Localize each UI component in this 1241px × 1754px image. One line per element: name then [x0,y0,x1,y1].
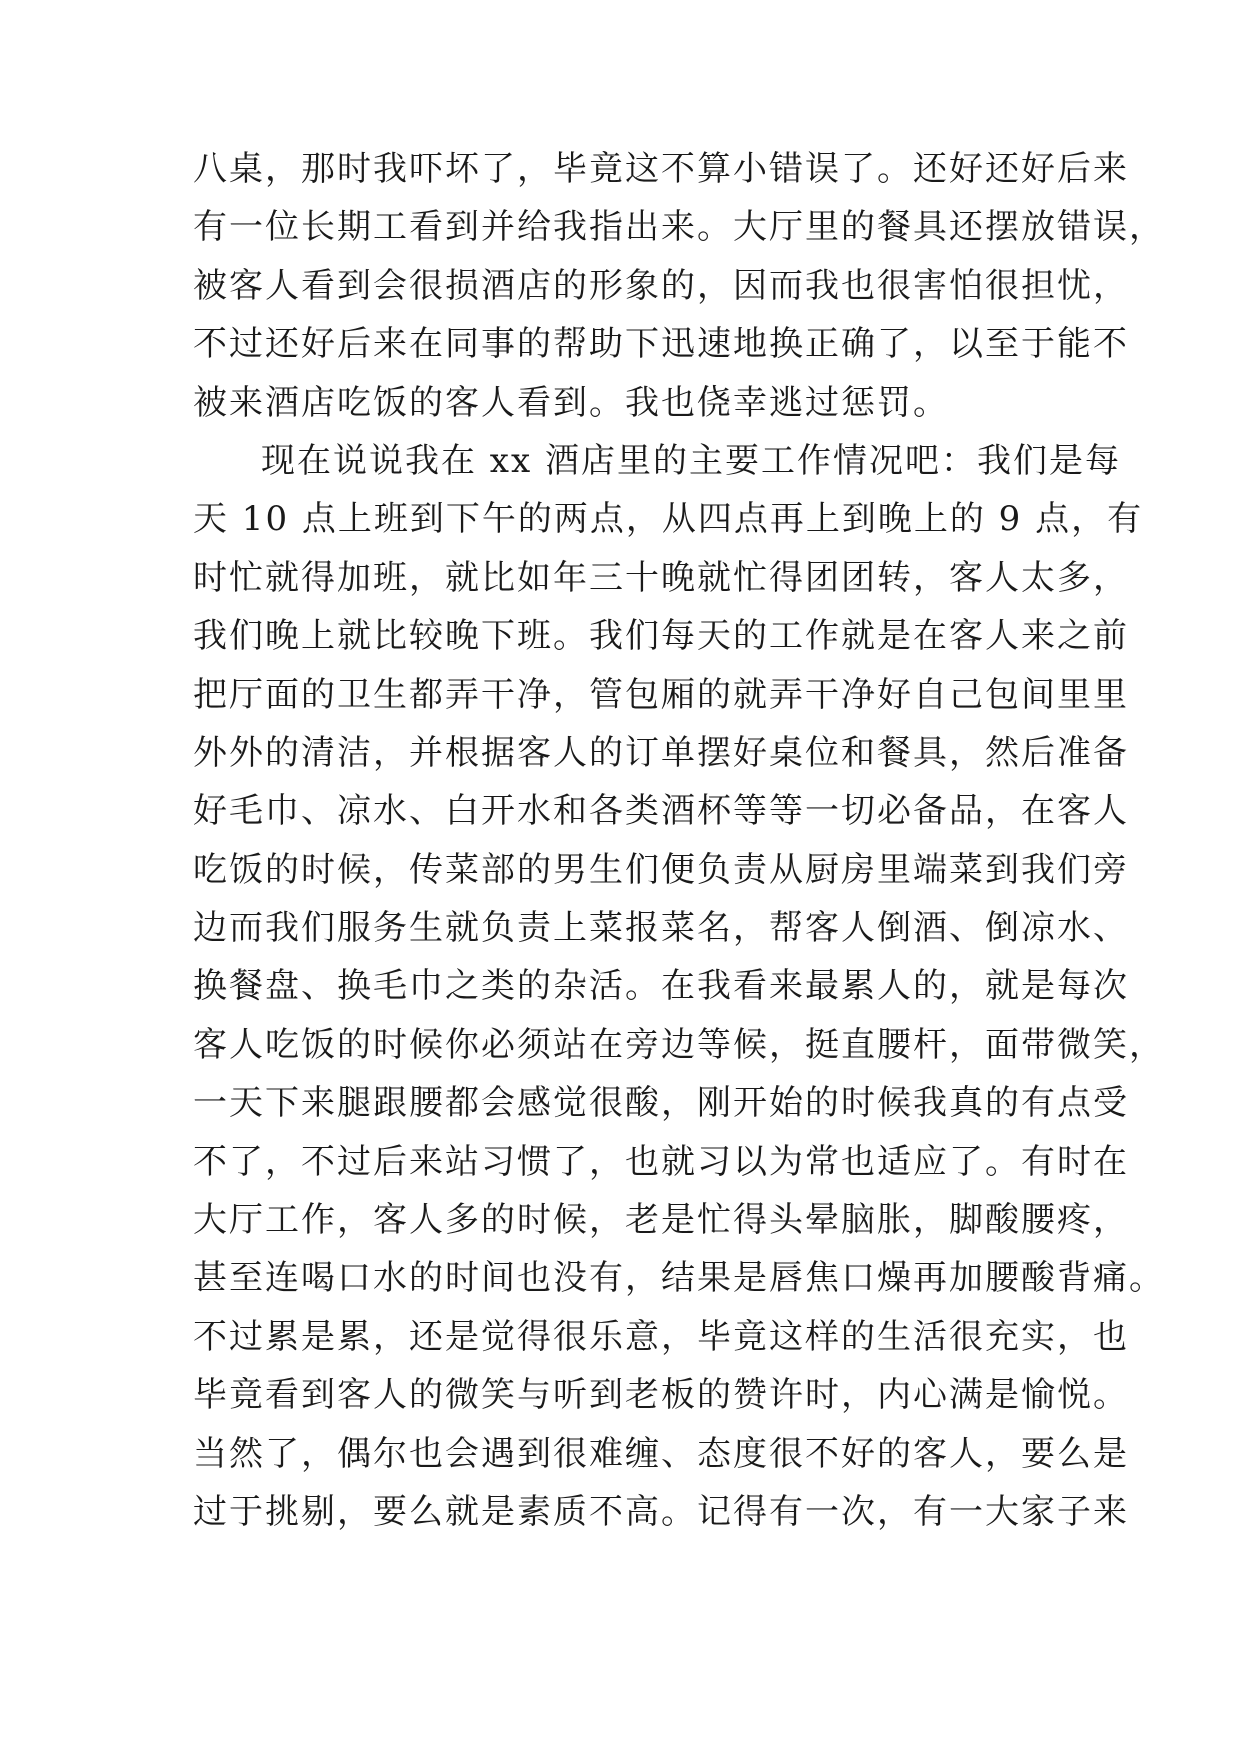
text-line: 天 10 点上班到下午的两点，从四点再上到晚上的 9 点，有 [193,499,1144,540]
paragraph-start-line: 现在说说我在 xx 酒店里的主要工作情况吧：我们是每 [261,440,1121,481]
text-line: 时忙就得加班，就比如年三十晚就忙得团团转，客人太多， [193,557,1129,598]
text-line: 当然了，偶尔也会遇到很难缠、态度很不好的客人，要么是 [193,1433,1129,1474]
text-line: 有一位长期工看到并给我指出来。大厅里的餐具还摆放错误， [193,207,1165,248]
text-line: 一天下来腿跟腰都会感觉很酸，刚开始的时候我真的有点受 [193,1083,1129,1124]
text-line: 吃饭的时候，传菜部的男生们便负责从厨房里端菜到我们旁 [193,849,1129,890]
text-line: 客人吃饭的时候你必须站在旁边等候，挺直腰杆，面带微笑， [193,1024,1165,1065]
text-line: 不了，不过后来站习惯了，也就习以为常也适应了。有时在 [193,1141,1129,1182]
text-line: 把厅面的卫生都弄干净，管包厢的就弄干净好自己包间里里 [193,674,1129,715]
text-line: 甚至连喝口水的时间也没有，结果是唇焦口燥再加腰酸背痛。 [193,1258,1165,1299]
text-line: 八桌，那时我吓坏了，毕竟这不算小错误了。还好还好后来 [193,149,1129,189]
text-line: 被来酒店吃饭的客人看到。我也侥幸逃过惩罚。 [193,382,949,423]
text-line: 不过累是累，还是觉得很乐意，毕竟这样的生活很充实，也 [193,1316,1129,1357]
text-line: 边而我们服务生就负责上菜报菜名，帮客人倒酒、倒凉水、 [193,908,1129,949]
text-line: 不过还好后来在同事的帮助下迅速地换正确了，以至于能不 [193,324,1129,365]
text-line: 被客人看到会很损酒店的形象的，因而我也很害怕很担忧， [193,265,1129,306]
document-body [193,140,1165,1541]
text-line: 好毛巾、凉水、白开水和各类酒杯等等一切必备品，在客人 [193,791,1129,832]
text-line: 毕竟看到客人的微笑与听到老板的赞许时，内心满是愉悦。 [193,1375,1129,1416]
text-line: 过于挑剔，要么就是素质不高。记得有一次，有一大家子来 [193,1491,1129,1532]
text-line: 我们晚上就比较晚下班。我们每天的工作就是在客人来之前 [193,616,1129,657]
text-line: 外外的清洁，并根据客人的订单摆好桌位和餐具，然后准备 [193,732,1129,773]
text-line: 换餐盘、换毛巾之类的杂活。在我看来最累人的，就是每次 [193,966,1129,1007]
text-line: 大厅工作，客人多的时候，老是忙得头晕脑胀，脚酸腰疼， [193,1200,1129,1241]
